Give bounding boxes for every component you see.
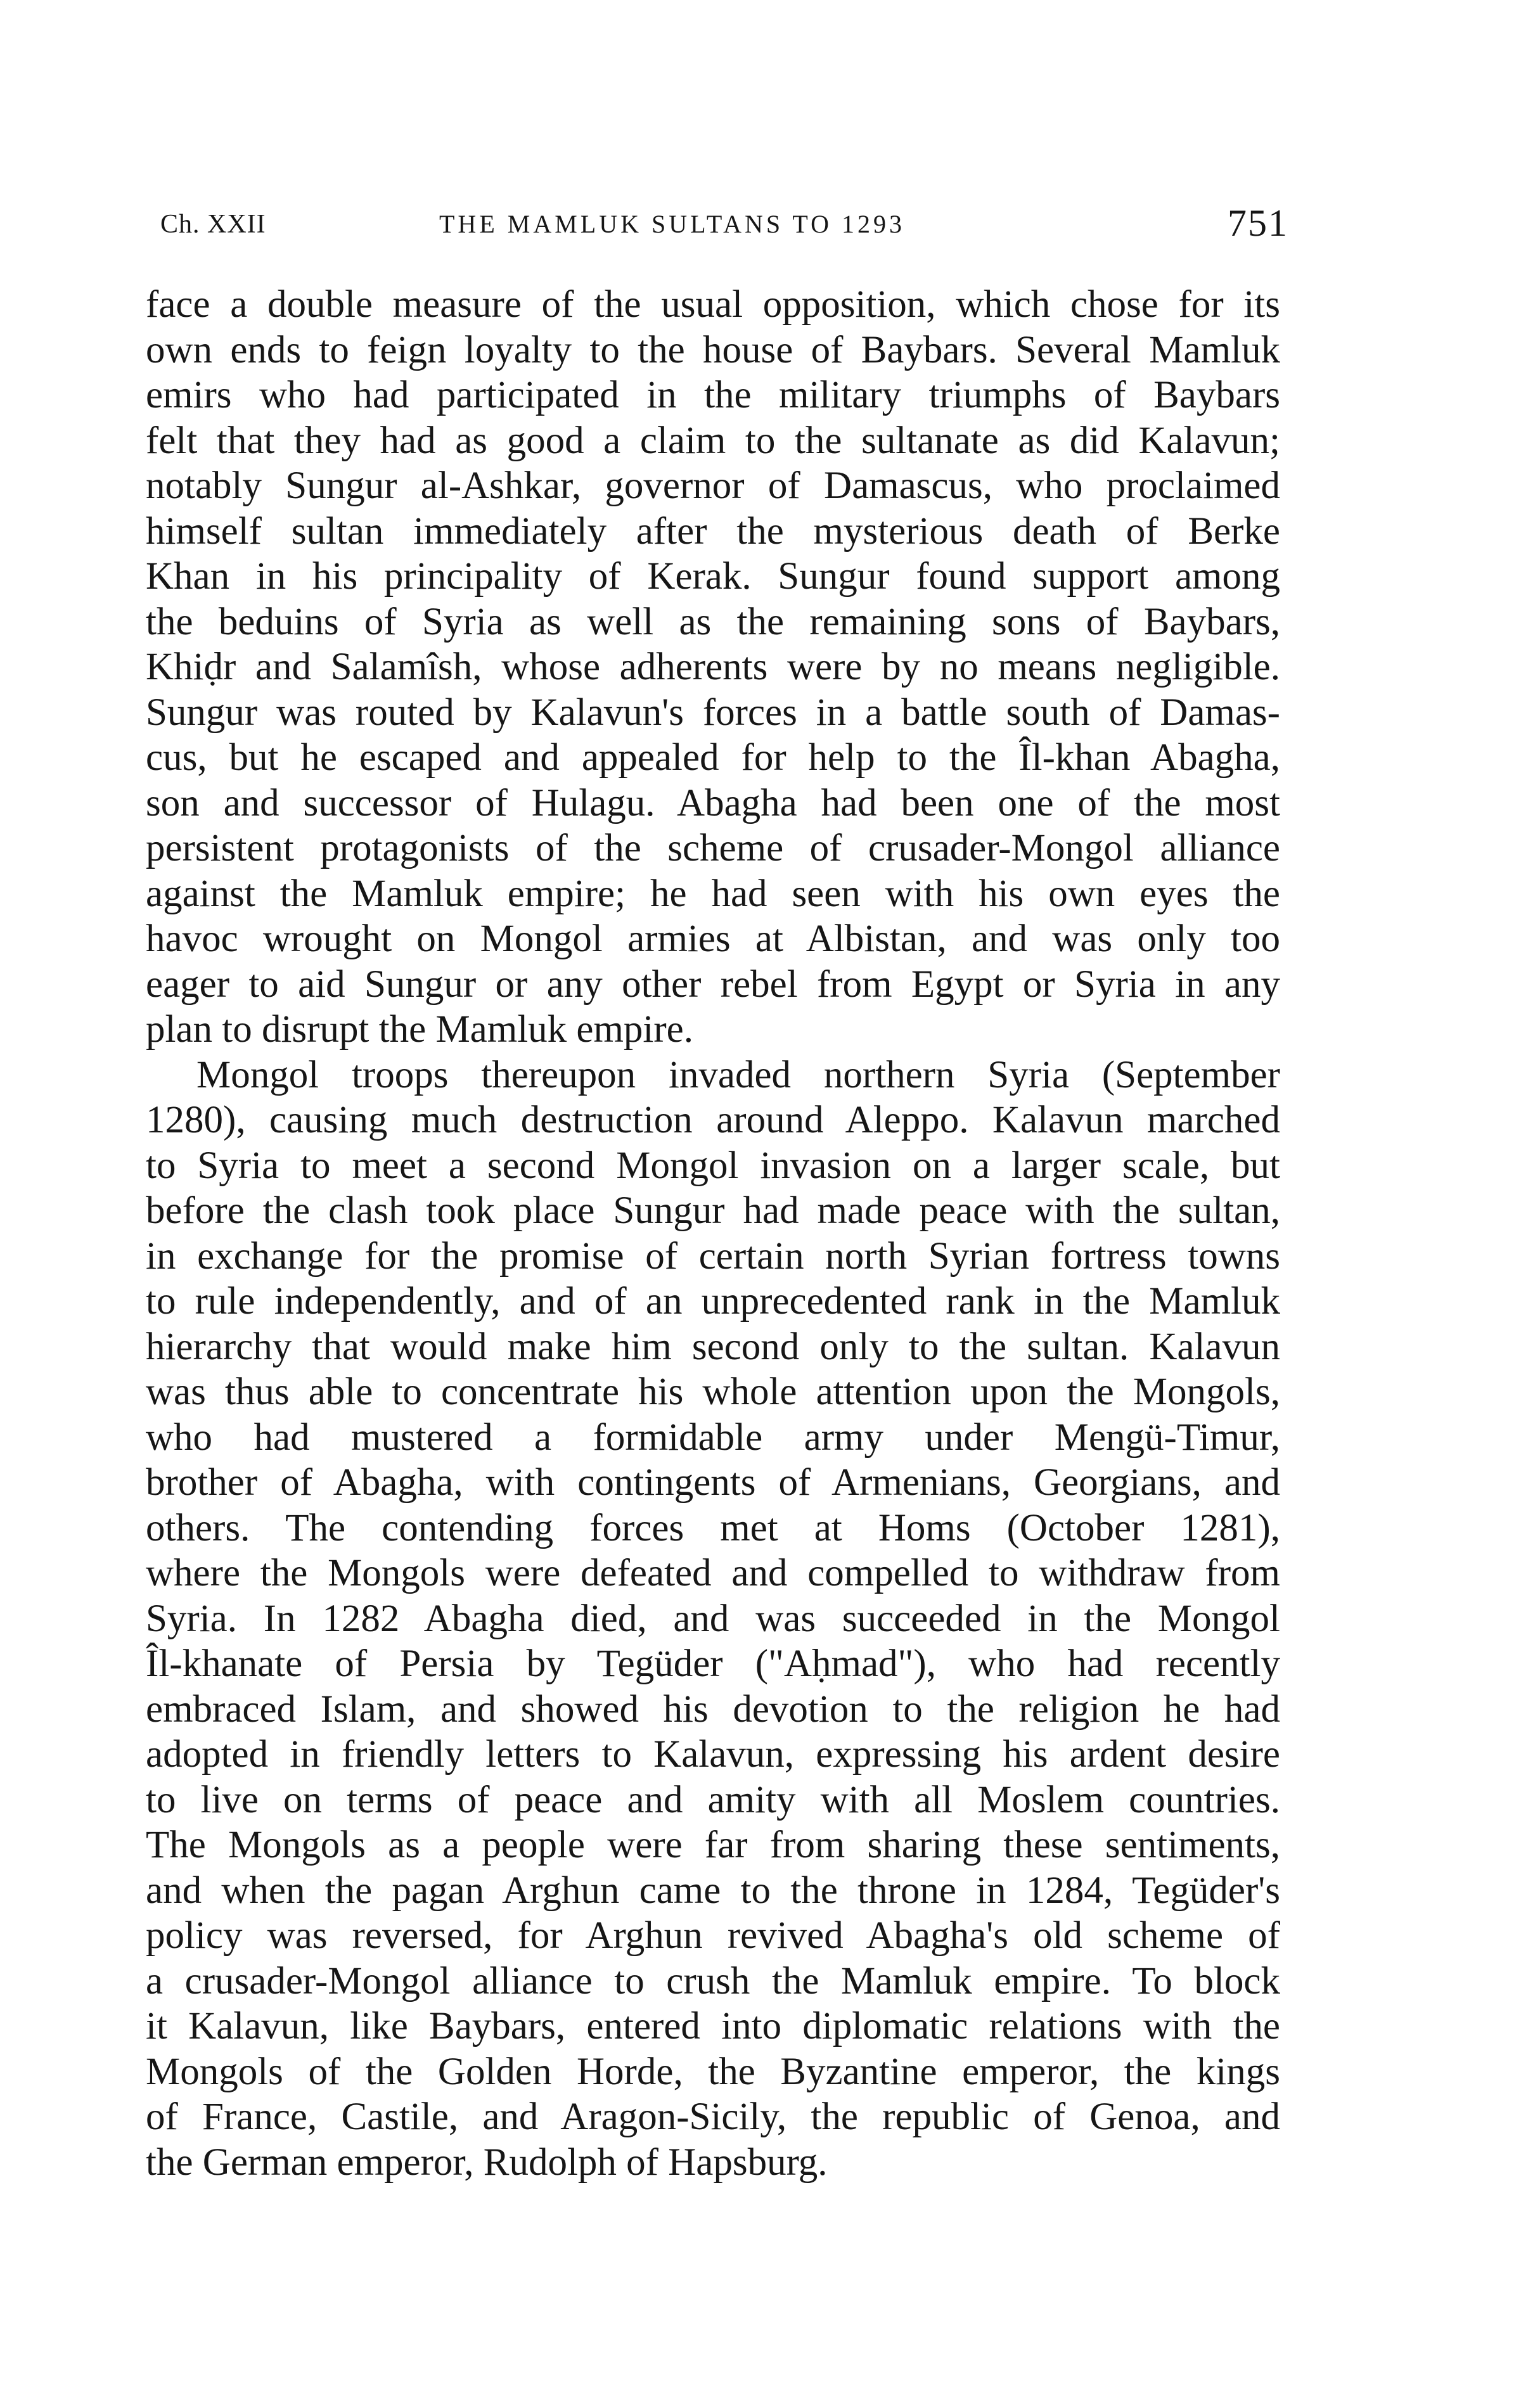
text-line: others. The contending forces met at Homs (October 1281),: [146, 1506, 1280, 1549]
text-line: to rule independently, and of an unprecedented rank in the Mamluk: [146, 1280, 1280, 1322]
text-line: the beduins of Syria as well as the remaining sons of Baybars,: [146, 600, 1280, 643]
text-line: cus, but he escaped and appealed for help to the Îl-khan Abagha,: [146, 736, 1280, 779]
text-line: Khiḍr and Salamîsh, whose adherents were by no means negligible.: [146, 646, 1280, 688]
body-text: [146, 282, 1280, 2185]
text-line: in exchange for the promise of certain north Syrian fortress towns: [146, 1234, 1280, 1278]
text-line: adopted in friendly letters to Kalavun, expressing his ardent desire: [146, 1733, 1280, 1776]
text-line: and when the pagan Arghun came to the throne in 1284, Tegüder's: [146, 1869, 1280, 1912]
text-line: the German emperor, Rudolph of Hapsburg.: [146, 2141, 828, 2184]
text-line: 1280), causing much destruction around Aleppo. Kalavun marched: [146, 1099, 1280, 1141]
text-line: himself sultan immediately after the mysterious death of Berke: [146, 509, 1280, 553]
text-line: embraced Islam, and showed his devotion to the religion he had: [146, 1688, 1280, 1731]
text-line: policy was reversed, for Arghun revived Abagha's old scheme of: [146, 1914, 1280, 1957]
text-line: Mongols of the Golden Horde, the Byzantine emperor, the kings: [146, 2050, 1280, 2093]
text-line: to live on terms of peace and amity with all Moslem countries.: [146, 1778, 1280, 1821]
text-line: against the Mamluk empire; he had seen with his own eyes the: [146, 872, 1280, 915]
text-line: Syria. In 1282 Abagha died, and was succeeded in the Mongol: [146, 1597, 1280, 1640]
text-line: emirs who had participated in the military triumphs of Baybars: [146, 374, 1280, 416]
text-line: Khan in his principality of Kerak. Sungur found support among: [146, 555, 1280, 598]
text-line: brother of Abagha, with contingents of Armenians, Georgians, and: [146, 1461, 1280, 1504]
text-line: havoc wrought on Mongol armies at Albistan, and was only too: [146, 918, 1280, 960]
page-number: 751: [1228, 202, 1288, 244]
text-line: notably Sungur al-Ashkar, governor of Damascus, who proclaimed: [146, 464, 1280, 507]
paragraph-1: [146, 282, 1280, 1053]
text-line: plan to disrupt the Mamluk empire.: [146, 1008, 694, 1051]
text-line: where the Mongols were defeated and compelled to withdraw from: [146, 1552, 1280, 1594]
text-line: to Syria to meet a second Mongol invasion on a larger scale, but: [146, 1144, 1280, 1187]
text-line: own ends to feign loyalty to the house of Baybars. Several Mamluk: [146, 328, 1280, 371]
text-line: Sungur was routed by Kalavun's forces in a battle south of Damas-: [146, 691, 1280, 734]
text-line: was thus able to concentrate his whole attention upon the Mongols,: [146, 1371, 1280, 1413]
text-line: of France, Castile, and Aragon-Sicily, the republic of Genoa, and: [146, 2096, 1280, 2138]
text-line: a crusader-Mongol alliance to crush the Mamluk empire. To block: [146, 1959, 1280, 2002]
text-line: Îl-khanate of Persia by Tegüder ("Aḥmad"), who had recently: [146, 1643, 1280, 1685]
text-line: hierarchy that would make him second only to the sultan. Kalavun: [146, 1325, 1280, 1368]
text-line: felt that they had as good a claim to the sultanate as did Kalavun;: [146, 419, 1280, 462]
running-head: [160, 202, 1288, 246]
paragraph-2: [146, 1053, 1280, 2186]
text-line: persistent protagonists of the scheme of crusader-Mongol alliance: [146, 827, 1280, 869]
text-line: who had mustered a formidable army under Mengü-Timur,: [146, 1416, 1280, 1459]
text-line: Mongol troops thereupon invaded northern Syria (September: [196, 1053, 1280, 1096]
text-line: before the clash took place Sungur had made peace with the sultan,: [146, 1189, 1280, 1232]
running-title: THE MAMLUK SULTANS TO 1293: [439, 210, 905, 238]
text-line: The Mongols as a people were far from sharing these sentiments,: [146, 1824, 1280, 1866]
text-line: it Kalavun, like Baybars, entered into diplomatic relations with the: [146, 2005, 1280, 2047]
text-line: son and successor of Hulagu. Abagha had been one of the most: [146, 781, 1280, 824]
text-line: eager to aid Sungur or any other rebel from Egypt or Syria in any: [146, 963, 1280, 1006]
chapter-label: Ch. XXII: [160, 210, 266, 239]
text-line: face a double measure of the usual opposition, which chose for its: [146, 283, 1280, 326]
